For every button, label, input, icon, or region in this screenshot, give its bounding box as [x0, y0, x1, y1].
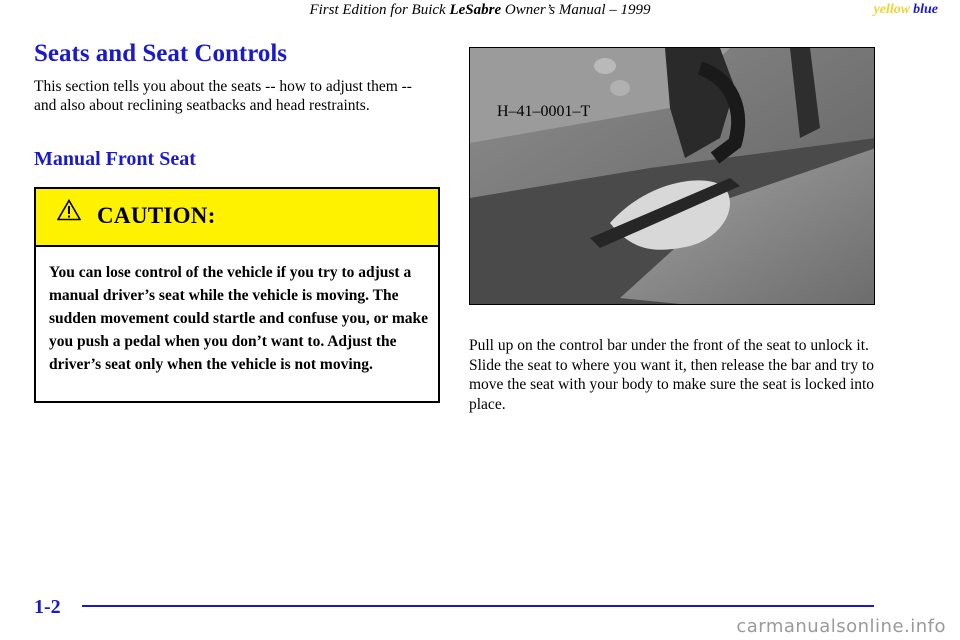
figure-code: H–41–0001–T: [497, 103, 591, 120]
photo-illustration: [470, 48, 875, 305]
caution-text: You can lose control of the vehicle if you try to adjust a manual driver’s seat while the vehicle is moving. The sudden movement could startle and confuse you, or make you push a pedal when you don’t want to. Adjust the driver’s seat only when the vehicle is not moving.: [49, 264, 429, 373]
seat-control-photo: [469, 47, 875, 305]
caution-box: [34, 187, 440, 403]
page-number: 1-2: [34, 596, 61, 618]
intro-paragraph: This section tells you about the seats -- how to adjust them -- and also about reclining seatbacks and head restraints.: [34, 78, 412, 114]
footer-rule: [82, 605, 874, 607]
color-tag-yellow: yellow: [873, 2, 911, 17]
running-header: First Edition for Buick LeSabre Owner’s Manual – 1999: [309, 2, 651, 18]
warning-triangle-icon: [57, 199, 81, 221]
header-model: LeSabre: [449, 2, 502, 18]
caution-header: [36, 189, 438, 247]
watermark: carmanualsonline.info: [736, 616, 946, 637]
color-tag-blue: blue: [913, 2, 938, 17]
page-title: Seats and Seat Controls: [34, 40, 288, 67]
section-title: Manual Front Seat: [34, 148, 196, 170]
caution-label: CAUTION:: [97, 203, 216, 228]
body-paragraph: Pull up on the control bar under the front of the seat to unlock it. Slide the seat to where you want it, then release the bar and try to move the seat with your body to make sure the seat is locked into place.: [469, 337, 875, 413]
color-tag: [874, 2, 938, 18]
